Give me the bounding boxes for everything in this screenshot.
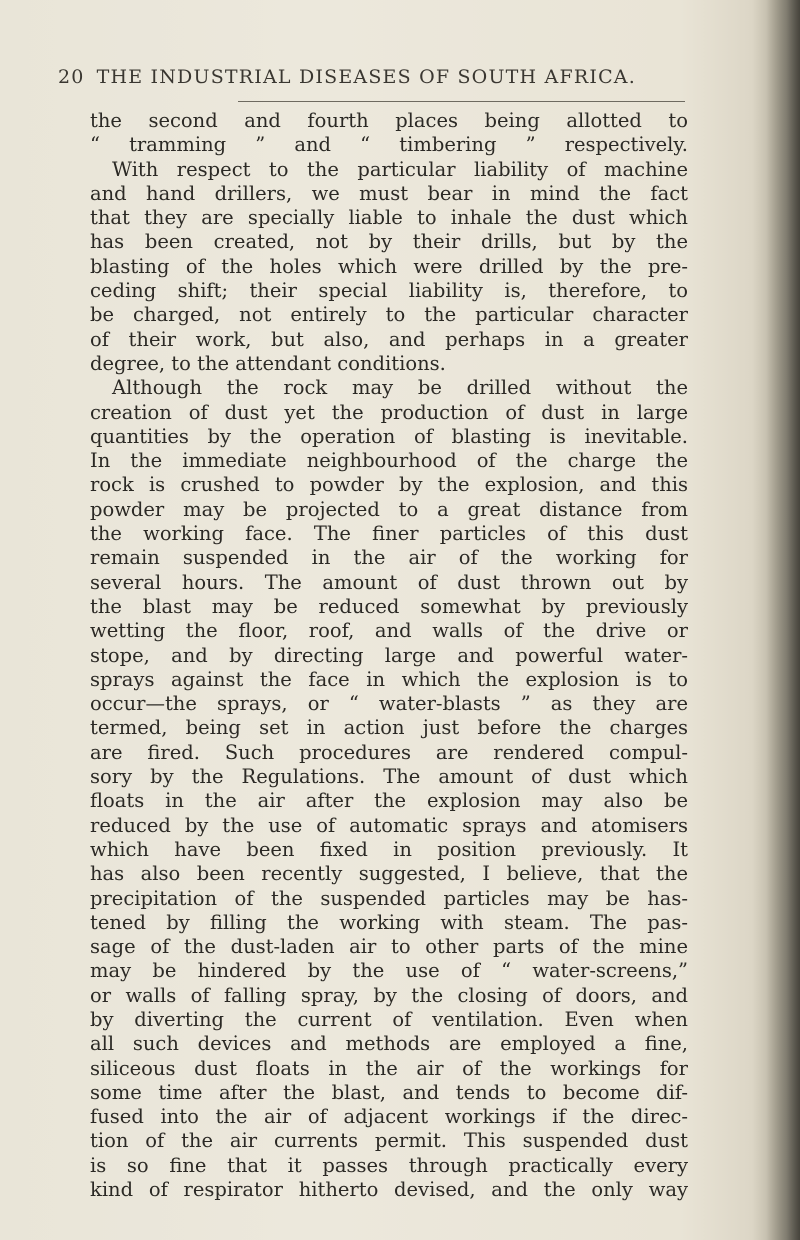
text-line: has been created, not by their drills, but by the <box>90 230 688 254</box>
text-line: the second and fourth places being allotted to <box>90 109 688 132</box>
text-line: some time after the blast, and tends to become dif- <box>90 1080 688 1104</box>
text-line: termed, being set in action just before the charges <box>90 716 688 740</box>
body-text <box>90 109 688 1202</box>
page-gutter-shadow <box>766 0 800 1240</box>
text-line: may be hindered by the use of “ water-screens,” <box>90 959 688 983</box>
text-line: tened by filling the working with steam. The pas- <box>90 910 688 934</box>
text-line: Although the rock may be drilled without the <box>112 376 688 400</box>
text-line: siliceous dust floats in the air of the workings for <box>90 1056 688 1080</box>
text-line: has also been recently suggested, I believe, that the <box>90 862 688 886</box>
text-line: sage of the dust-laden air to other parts of the mine <box>90 935 688 959</box>
text-line: several hours. The amount of dust thrown out by <box>90 570 688 594</box>
text-line: be charged, not entirely to the particular character <box>90 303 688 327</box>
page-number: 20 <box>58 66 85 88</box>
text-line: occur—the sprays, or “ water-blasts ” as they are <box>90 692 688 716</box>
running-title: THE INDUSTRIAL DISEASES OF SOUTH AFRICA. <box>96 66 636 88</box>
text-line: quantities by the operation of blasting is inevitable. <box>90 424 688 448</box>
text-line: of their work, but also, and perhaps in a greater <box>90 327 688 351</box>
text-line: sprays against the face in which the explosion is to <box>90 667 688 691</box>
text-line: “ tramming ” and “ timbering ” respectively. <box>90 133 688 157</box>
text-line: which have been fixed in position previously. It <box>90 837 688 861</box>
header-rule <box>238 101 685 102</box>
text-line: are fired. Such procedures are rendered compul- <box>90 740 688 764</box>
text-line: blasting of the holes which were drilled by the pre- <box>90 254 688 278</box>
text-line: fused into the air of adjacent workings if the direc- <box>90 1105 688 1129</box>
text-line: that they are specially liable to inhale the dust which <box>90 206 688 230</box>
text-line: sory by the Regulations. The amount of dust which <box>90 765 688 789</box>
text-line: ceding shift; their special liability is, therefore, to <box>90 279 688 303</box>
text-line: is so fine that it passes through practically every <box>90 1153 688 1177</box>
text-line: With respect to the particular liability of machine <box>112 157 688 181</box>
text-line: degree, to the attendant conditions. <box>90 351 446 375</box>
text-line: stope, and by directing large and powerful water- <box>90 643 688 667</box>
text-line: all such devices and methods are employed a fine, <box>90 1032 688 1056</box>
text-line: remain suspended in the air of the working for <box>90 546 688 570</box>
text-line: powder may be projected to a great distance from <box>90 497 688 521</box>
text-line: In the immediate neighbourhood of the charge the <box>90 449 688 473</box>
text-line: by diverting the current of ventilation. Even when <box>90 1007 688 1031</box>
text-line: precipitation of the suspended particles may be has- <box>90 886 688 910</box>
text-line: floats in the air after the explosion may also be <box>90 789 688 813</box>
text-line: or walls of falling spray, by the closing of doors, and <box>90 983 688 1007</box>
text-line: rock is crushed to powder by the explosion, and this <box>90 473 688 497</box>
text-line: kind of respirator hitherto devised, and the only way <box>90 1178 688 1202</box>
text-line: the blast may be reduced somewhat by previously <box>90 594 688 618</box>
text-line: the working face. The finer particles of this dust <box>90 522 688 546</box>
text-line: and hand drillers, we must bear in mind the fact <box>90 181 688 205</box>
text-line: tion of the air currents permit. This suspended dust <box>90 1129 688 1153</box>
text-line: creation of dust yet the production of dust in large <box>90 400 688 424</box>
text-line: reduced by the use of automatic sprays and atomisers <box>90 813 688 837</box>
text-line: wetting the floor, roof, and walls of the drive or <box>90 619 688 643</box>
running-head <box>58 66 636 88</box>
